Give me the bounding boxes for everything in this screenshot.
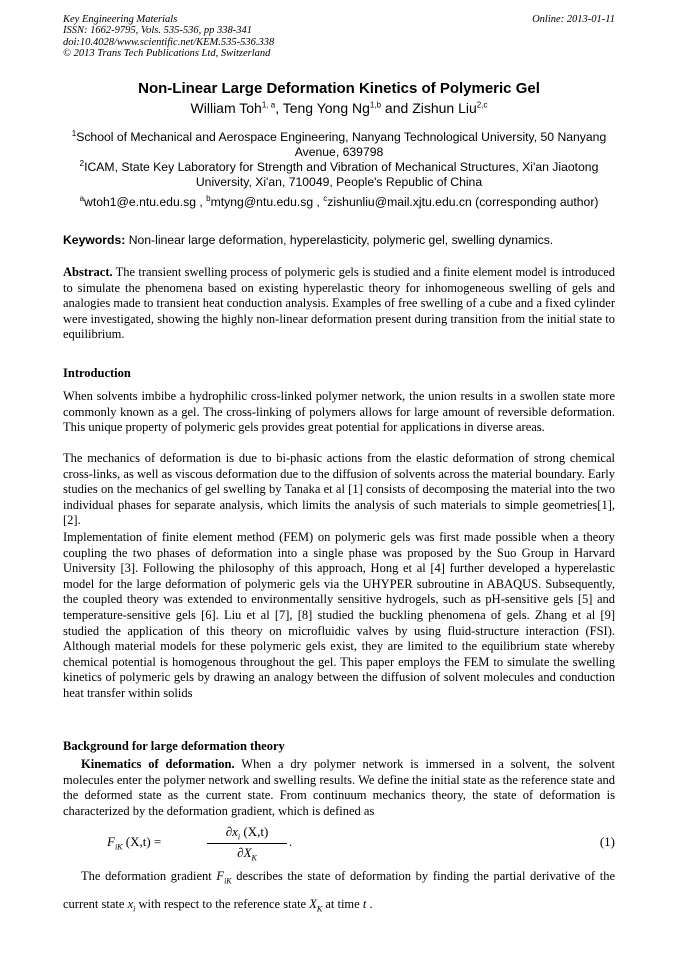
paragraph: The mechanics of deformation is due to bi-phasic actions from the elastic deformation of strong chemical cross-links, as well as viscous deformation due to the diffusion of solvents across the material boundary. Early studies on the mechanics of gel swelling by Tanaka et al [1] consists of decomposing the material into the two individual phases for separate analysis, which limits the analysis of such materials to simple geometries[1], [2]. [63, 451, 615, 528]
online-date: Online: 2013-01-11 [532, 14, 615, 25]
author-affiliation-mark: 2,c [476, 100, 488, 110]
keywords-label: Keywords: [63, 233, 126, 247]
author-emails [63, 195, 615, 209]
author-separator: and [381, 100, 413, 116]
affiliation-number: 1 [71, 128, 77, 138]
paragraph-text: When a dry polymer network is immersed in a solvent, the solvent molecules enter the polymer network and swelling results. We define the initial state as the reference state and the deformed state as the current state. From continuum mechanics theory, the state of deformation is characterized by the deformation gradient, which is defined as [63, 757, 615, 818]
paper-title: Non-Linear Large Deformation Kinetics of Polymeric Gel [138, 80, 540, 97]
email-mark: b [206, 193, 211, 203]
journal-issn: ISSN: 1662-9795, Vols. 535-536, pp 338-341 [63, 25, 252, 37]
author-list [63, 100, 615, 116]
equation-fraction [207, 824, 287, 862]
affiliation [63, 160, 615, 191]
section-heading: Background for large deformation theory [63, 739, 285, 753]
journal-name: Key Engineering Materials [63, 14, 178, 25]
equation-denominator: $\partial X_K$ [237, 844, 257, 863]
paragraph [63, 757, 615, 819]
email-link[interactable]: mtyng@ntu.edu.sg , [210, 195, 320, 209]
paragraph: Implementation of finite element method (FEM) on polymeric gels was first made possible when a theory coupling the two phases of deformation into a single phase was proposed by the Suo Group in Harvard University [3]. Following the philosophy of this approach, Hong et al [4] further developed a hyperelastic model for the large deformation of polymeric gels via the UHYPER subroutine in ABAQUS. Subsequently, the coupled theory was extended to environmentally sensitive hydrogels, such as pH-sensitive gels [5] and temperature-sensitive gels [6]. Liu et al [7], [8] studied the buckling phenomena of gels. Zhang et al [9] studied the application of this theory on microfluidic valves by using fluid-structure interaction (FSI). Although material models for these polymeric gels exist, they are limited to the equilibrium state whereby chemical potential is homogenous throughout the gel. This paper employs the FEM to simulate the swelling kinetics of polymeric gels by drawing an analogy between the diffusion of solvent molecules and conduction heat transfer within solids [63, 530, 615, 700]
abstract-label: Abstract. [63, 265, 113, 279]
email-mark: c [323, 193, 328, 203]
author-name: Teng Yong Ng [282, 100, 370, 116]
keywords-text: Non-linear large deformation, hyperelasticity, polymeric gel, swelling dynamics. [125, 233, 554, 247]
equation-numerator: $\partial x_i$ (X,t) [207, 824, 287, 844]
email-mark: a [79, 193, 85, 203]
author-affiliation-mark: 1, a [261, 100, 276, 110]
abstract [63, 265, 615, 343]
affiliation-text: ICAM, State Key Laboratory for Strength and Vibration of Mechanical Structures, Xi'an Jiaotong University, Xi'an, 710049, People's Republic of China [84, 160, 599, 190]
email-link[interactable]: wtoh1@e.ntu.edu.sg , [84, 195, 203, 209]
author-name: Zishun Liu [412, 100, 477, 116]
affiliation-number: 2 [79, 158, 85, 168]
paragraph: When solvents imbibe a hydrophilic cross-linked polymer network, the union results in a swollen state more commonly known as a gel. The cross-linking of polymers allows for large amount of reversible deformation. This unique property of polymeric gels provides great potential for applications in diverse areas. [63, 389, 615, 435]
equation-number: (1) [599, 834, 615, 849]
paragraph: The deformation gradient $F_{iK}$ describes the state of deformation by finding the partial derivative of the current state $x_i$ with respect to the reference state $X_K$ at time t . [63, 869, 616, 913]
author-separator: , [275, 100, 283, 116]
equation-lhs: $F_{iK}$ (X,t) = [107, 834, 162, 852]
journal-header [63, 14, 615, 60]
affiliation-text: School of Mechanical and Aerospace Engineering, Nanyang Technological University, 50 Nanyang Avenue, 639798 [76, 130, 607, 160]
keywords [63, 233, 615, 247]
equation-1 [63, 822, 615, 864]
author-affiliation-mark: 1,b [369, 100, 382, 110]
equation-end: . [289, 834, 293, 849]
section-heading: Introduction [63, 366, 131, 380]
abstract-text: The transient swelling process of polymeric gels is studied and a finite element model is introduced to simulate the phenomena based on existing hyperelastic theory for inhomogeneous swelling of gels and analogies made to transient heat conduction analysis. Examples of free swelling of a cube and a fixed cylinder were investigated, showing the highly non-linear deformation present during transition from the initial state to equilibrium. [63, 265, 615, 342]
email-link[interactable]: zishunliu@mail.xjtu.edu.cn (corresponding author) [327, 195, 599, 209]
subsection-label: Kinematics of deformation. [81, 757, 235, 771]
author-name: William Toh [190, 100, 262, 116]
journal-copyright: © 2013 Trans Tech Publications Ltd, Switzerland [63, 48, 271, 60]
journal-doi: doi:10.4028/www.scientific.net/KEM.535-536.338 [63, 36, 275, 48]
affiliation [63, 130, 615, 161]
